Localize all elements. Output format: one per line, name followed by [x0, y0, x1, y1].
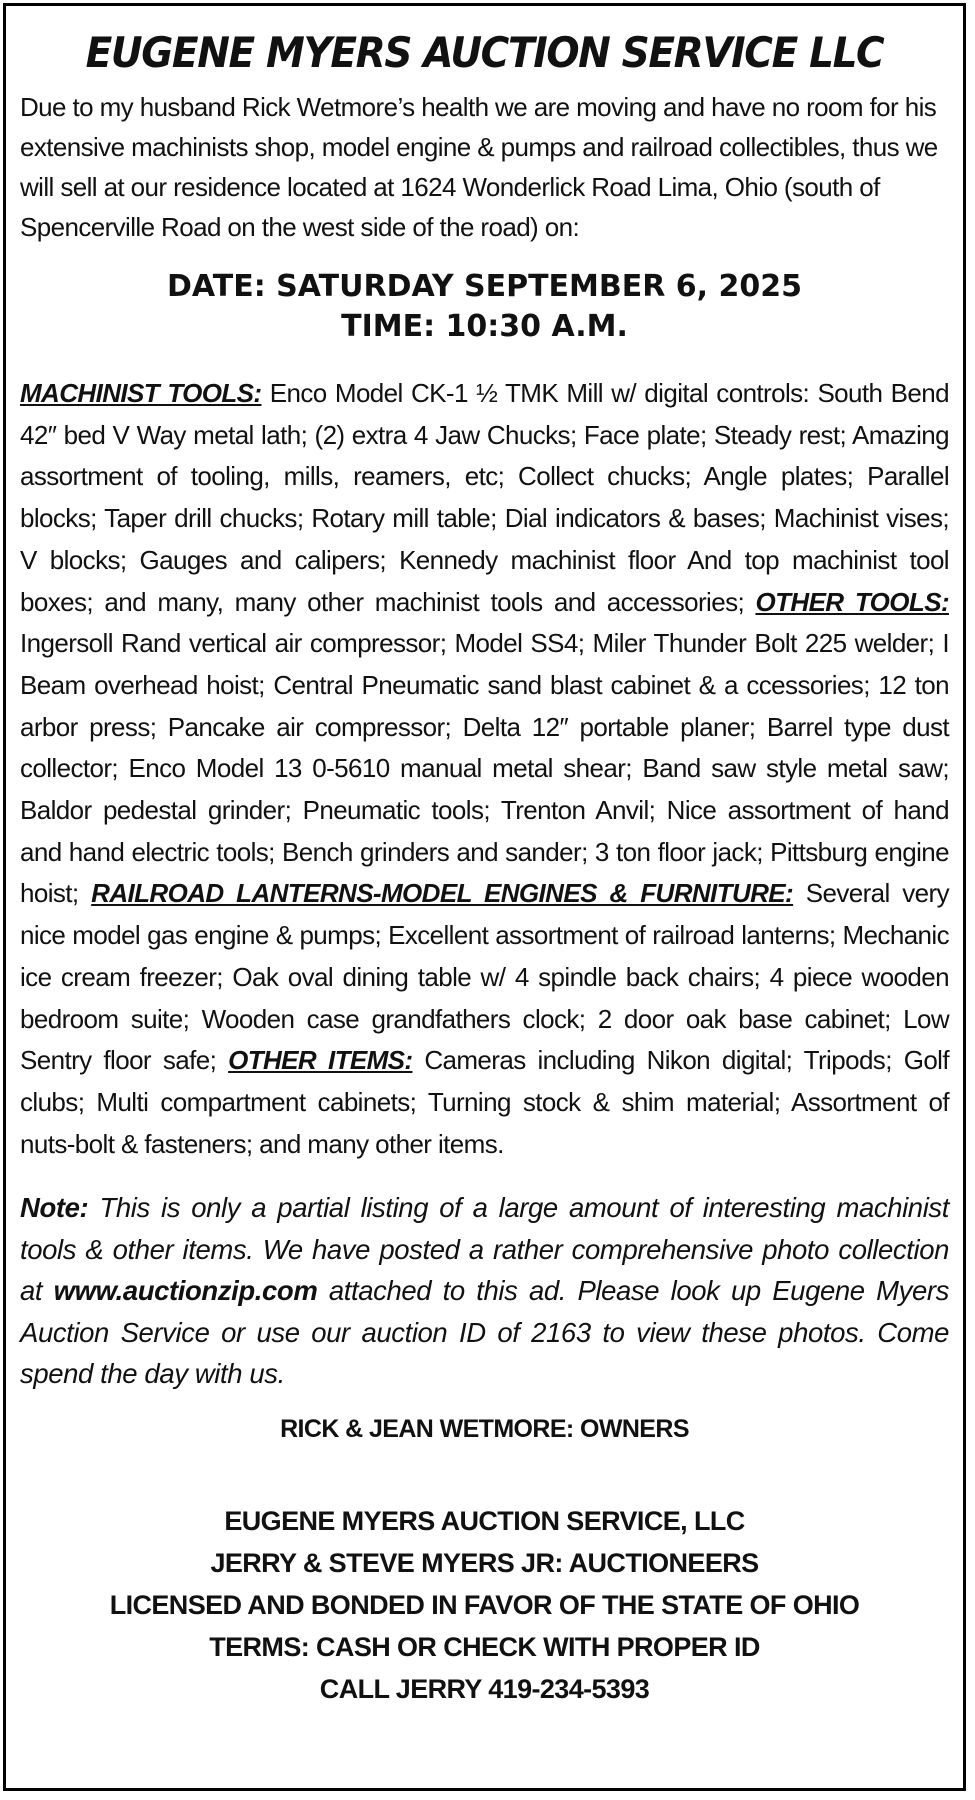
other-items-text: Cameras including Nikon digital; Tripods; Golf clubs; Multi compartment cabinets; Turning stock & shim material; Assortment of nuts-bolt & fasteners; and many other items. — [20, 1045, 949, 1159]
note-paragraph — [20, 1187, 949, 1395]
footer-call: CALL JERRY 419-234-5393 — [319, 1673, 650, 1704]
note-text-1: This is only a partial listing of a large amount of interesting machinist tools & other items. We have posted a rather comprehensive photo collection at — [20, 1192, 949, 1307]
auction-date: DATE: SATURDAY SEPTEMBER 6, 2025 — [166, 269, 803, 304]
item-listing — [20, 373, 949, 1165]
auction-time: TIME: 10:30 A.M. — [341, 309, 628, 344]
category-railroad: RAILROAD LANTERNS-MODEL ENGINES & FURNITURE: — [91, 878, 794, 909]
note-label: Note: — [20, 1192, 89, 1224]
footer-block — [6, 1500, 963, 1710]
category-other-items: OTHER ITEMS: — [228, 1045, 413, 1076]
ad-title: EUGENE MYERS AUCTION SERVICE LLC — [85, 28, 884, 77]
note-text-2: attached to this ad. Please look up Eugene Myers Auction Service or use our auction ID of 2163 to view these photos. Come spend the day with us. — [20, 1275, 949, 1390]
website-link[interactable]: www.auctionzip.com — [53, 1275, 318, 1307]
category-machinist-tools: MACHINIST TOOLS: — [20, 378, 262, 408]
intro-paragraph: Due to my husband Rick Wetmore’s health we are moving and have no room for his extensive machinists shop, model engine & pumps and railroad collectibles, thus we will sell at our residence located at 1624 Wonderlick Road Lima, Ohio (south of Spencerville Road on the west side of the road) on: — [20, 92, 938, 242]
machinist-tools-text: Enco Model CK-1 ½ TMK Mill w/ digital controls: South Bend 42″ bed V Way metal lath; (2) extra 4 Jaw Chucks; Face plate; Steady rest; Amazing assortment of tooling, mills, reamers, etc; Collect chucks; Angle plates; Parallel blocks; Taper drill chucks; Rotary mill table; Dial indicators & bases; Machinist vises; V blocks; Gauges and calipers; Kennedy machinist floor And top machinist tool boxes; and many, many other machinist tools and accessories; — [20, 378, 949, 617]
footer-auctioneers: JERRY & STEVE MYERS JR: AUCTIONEERS — [210, 1547, 759, 1578]
auction-ad — [3, 3, 966, 1791]
footer-company: EUGENE MYERS AUCTION SERVICE, LLC — [224, 1505, 745, 1536]
other-tools-text: Ingersoll Rand vertical air compressor; Model SS4; Miler Thunder Bolt 225 welder; I Beam overhead hoist; Central Pneumatic sand blast cabinet & a ccessories; 12 ton arbor press; Pancake air compressor; Delta 12″ portable planer; Barrel type dust collector; Enco Model 13 0-5610 manual metal shear; Band saw style metal saw; Baldor pedestal grinder; Pneumatic tools; Trenton Anvil; Nice assortment of hand and hand electric tools; Bench grinders and sander; 3 ton floor jack; Pittsburg engine hoist; — [20, 628, 949, 909]
owners-line: RICK & JEAN WETMORE: OWNERS — [280, 1414, 689, 1443]
footer-license: LICENSED AND BONDED IN FAVOR OF THE STATE OF OHIO — [109, 1589, 860, 1620]
category-other-tools: OTHER TOOLS: — [755, 586, 949, 617]
date-time-block — [6, 267, 963, 347]
footer-terms: TERMS: CASH OR CHECK WITH PROPER ID — [209, 1631, 760, 1662]
railroad-text: Several very nice model gas engine & pumps; Excellent assortment of railroad lanterns; Mechanic ice cream freezer; Oak oval dining table w/ 4 spindle back chairs; 4 piece wooden bedroom suite; Wooden case grandfathers clock; 2 door oak base cabinet; Low Sentry floor safe; — [20, 878, 950, 1076]
